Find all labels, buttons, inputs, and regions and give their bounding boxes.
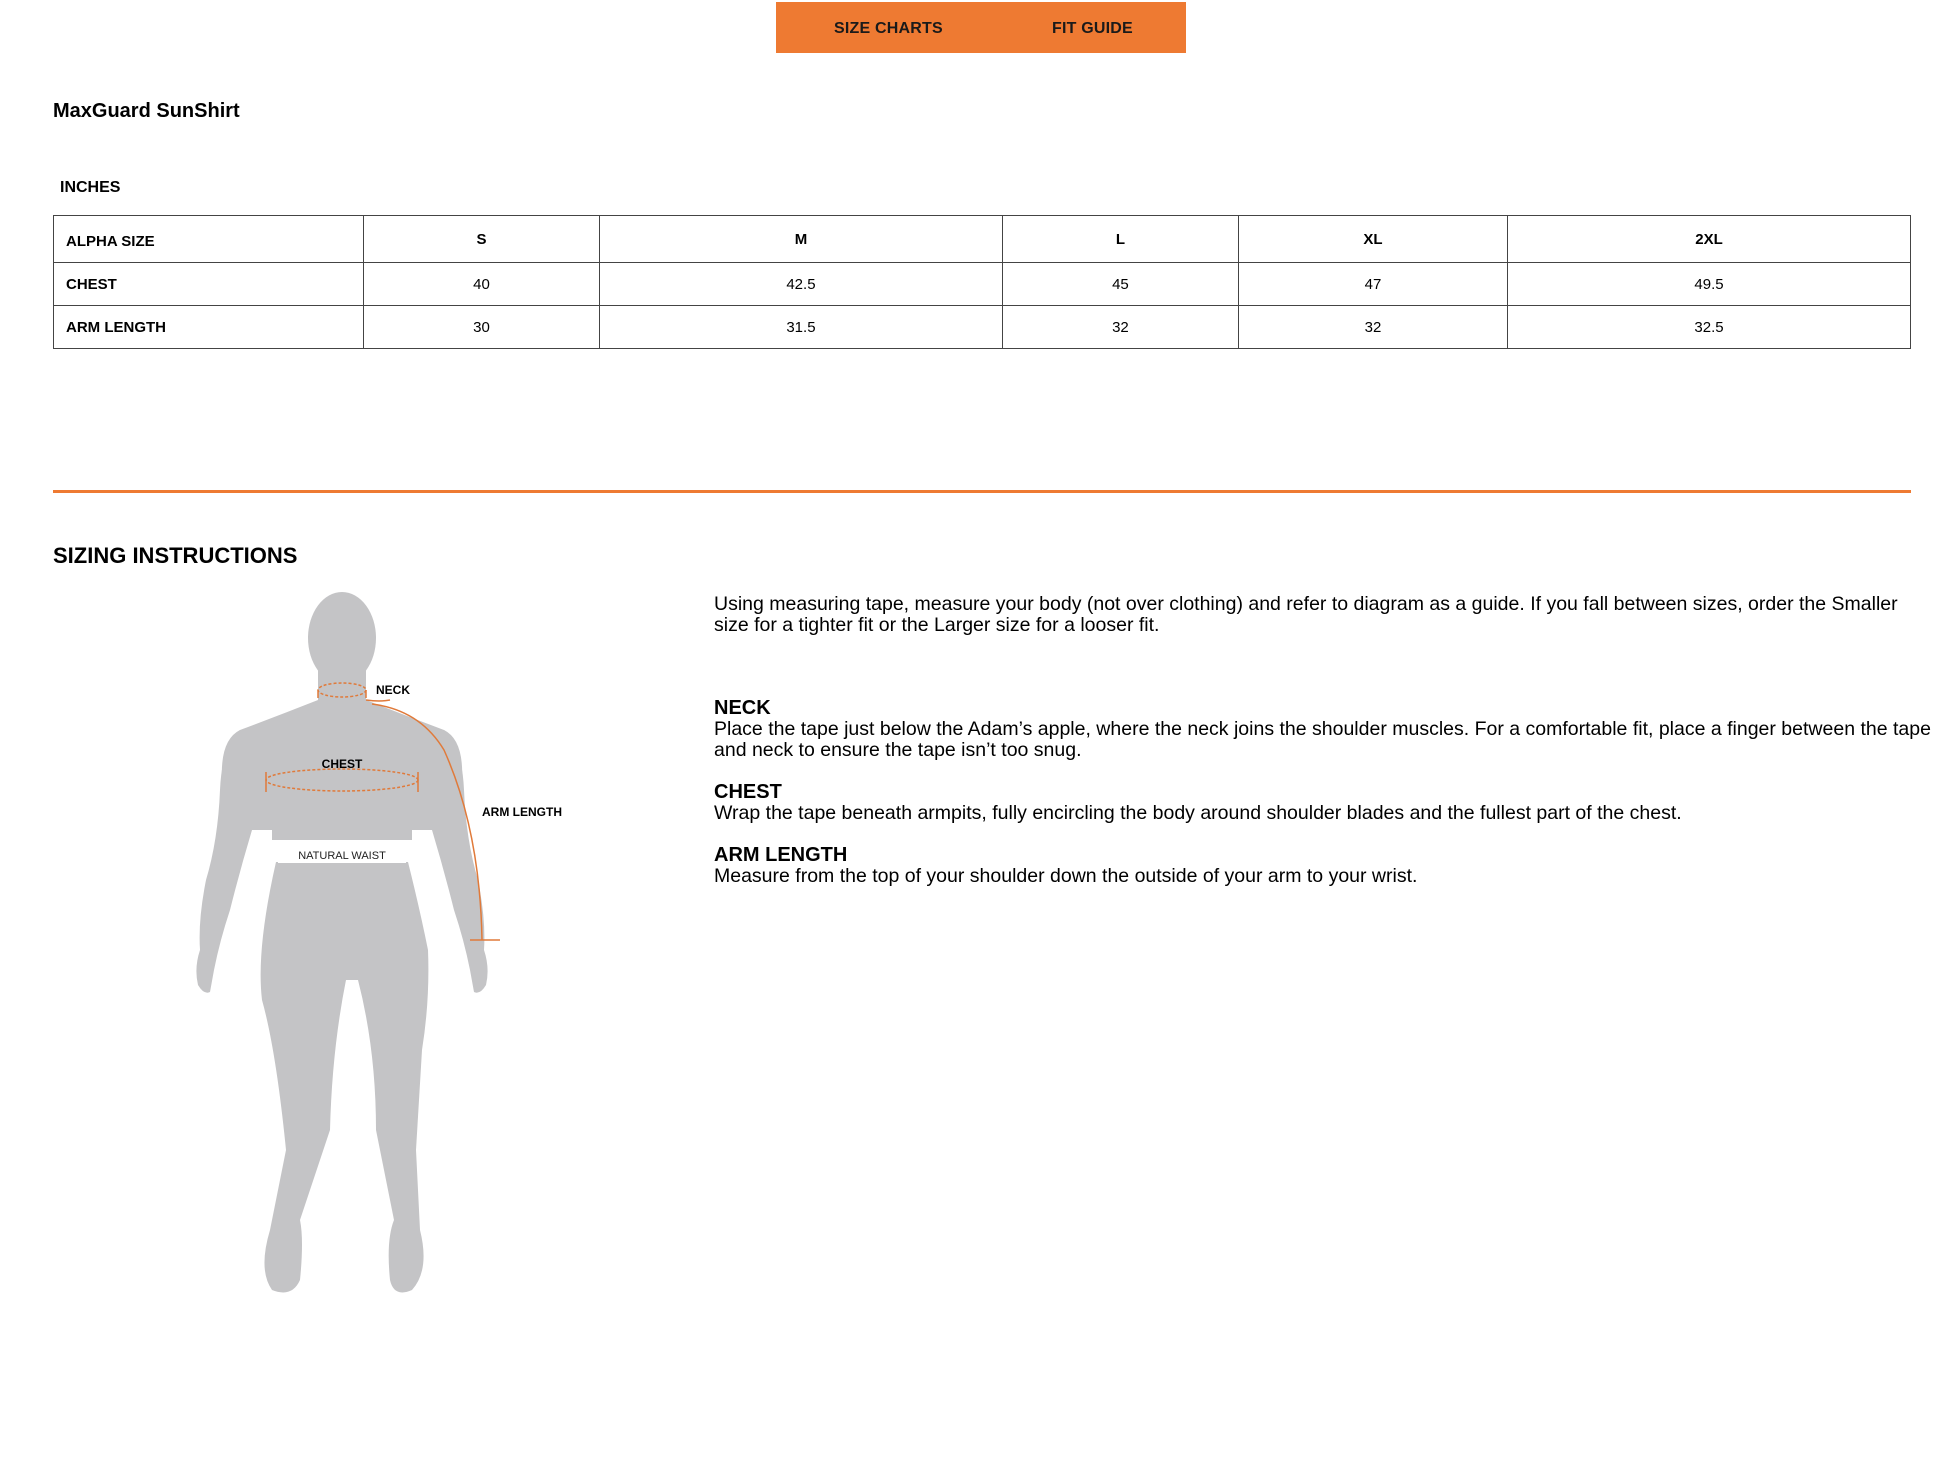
table-header-cell: L (1002, 216, 1238, 263)
table-cell: ARM LENGTH (54, 306, 364, 349)
neck-instruction-text: Place the tape just below the Adam’s apple, where the neck joins the shoulder muscles. For a comfortable fit, place a finger between the tape and neck to ensure the tape isn’t too snug. (714, 718, 1931, 761)
arm-length-instruction (714, 845, 1934, 887)
tab-bar (776, 2, 1186, 53)
table-cell: 31.5 (599, 306, 1002, 349)
table-header-cell: 2XL (1508, 216, 1911, 263)
arm-length-instruction-text: Measure from the top of your shoulder down the outside of your arm to your wrist. (714, 865, 1418, 887)
neck-instruction-title: NECK (714, 697, 771, 719)
chest-instruction-text: Wrap the tape beneath armpits, fully encircling the body around shoulder blades and the fullest part of the chest. (714, 802, 1682, 824)
sizing-instructions-title: SIZING INSTRUCTIONS (53, 543, 298, 568)
table-cell: 30 (364, 306, 600, 349)
neck-label: NECK (376, 683, 411, 697)
waist-label: NATURAL WAIST (298, 850, 386, 862)
table-header-cell: XL (1238, 216, 1507, 263)
table-cell: CHEST (54, 263, 364, 306)
tab-fit-guide[interactable]: FIT GUIDE (1052, 20, 1133, 37)
table-cell: 49.5 (1508, 263, 1911, 306)
table-cell: 45 (1002, 263, 1238, 306)
intro-line: Using measuring tape, measure your body (not over clothing) and refer to diagram as a guide. If you fall between sizes, order the Smaller (714, 593, 1898, 615)
table-row (54, 306, 1911, 349)
table-cell: 32 (1002, 306, 1238, 349)
table-cell: 42.5 (599, 263, 1002, 306)
table-header-cell: ALPHA SIZE (54, 216, 364, 263)
table-header-row (54, 216, 1911, 263)
intro-paragraph (714, 594, 1934, 636)
size-chart-table (53, 215, 1911, 349)
table-cell: 32 (1238, 306, 1507, 349)
tab-size-charts[interactable]: SIZE CHARTS (834, 20, 943, 37)
table-row (54, 263, 1911, 306)
chest-label: CHEST (321, 757, 363, 771)
table-cell: 32.5 (1508, 306, 1911, 349)
sizing-instructions-text (714, 594, 1934, 887)
table-header-cell: M (599, 216, 1002, 263)
units-label: INCHES (60, 179, 121, 196)
table-cell: 47 (1238, 263, 1507, 306)
arm-length-label: ARM LENGTH (482, 805, 562, 819)
table-cell: 40 (364, 263, 600, 306)
table-header-cell: S (364, 216, 600, 263)
chest-instruction-title: CHEST (714, 781, 782, 803)
chest-instruction (714, 782, 1934, 824)
body-measurement-diagram (180, 590, 600, 1310)
product-title: MaxGuard SunShirt (53, 100, 240, 122)
neck-instruction (714, 698, 1934, 761)
section-divider (53, 490, 1911, 493)
arm-length-instruction-title: ARM LENGTH (714, 844, 848, 866)
intro-line: size for a tighter fit or the Larger size for a looser fit. (714, 614, 1160, 636)
